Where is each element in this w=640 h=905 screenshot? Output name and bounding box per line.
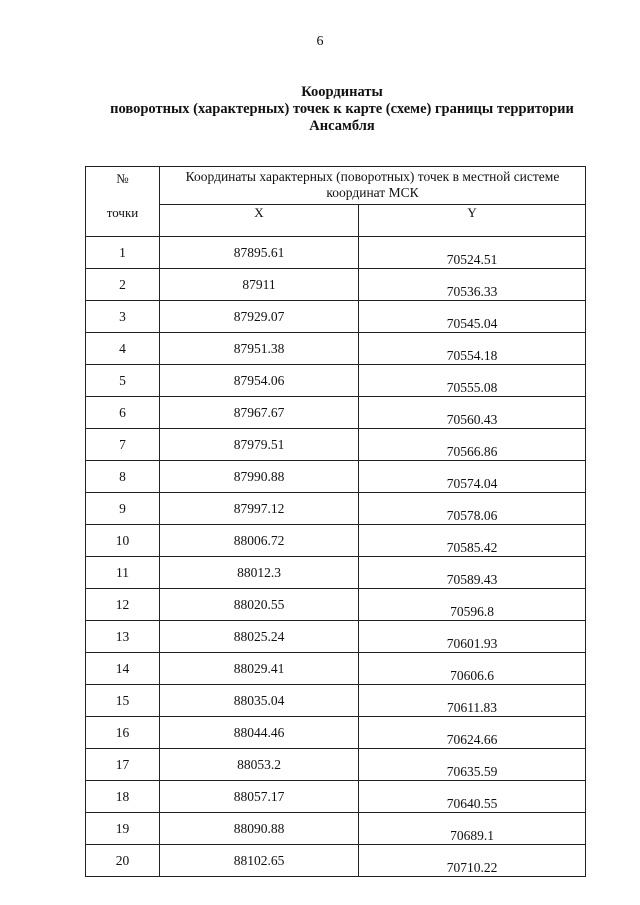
table-row	[86, 237, 586, 269]
point-number-cell: 4	[86, 333, 160, 365]
x-coordinate-cell: 88006.72	[160, 525, 359, 557]
table-row	[86, 493, 586, 525]
x-coordinate-cell: 88102.65	[160, 845, 359, 877]
point-number-cell: 3	[86, 301, 160, 333]
point-number-cell: 11	[86, 557, 160, 589]
y-coordinate-cell: 70710.22	[359, 845, 586, 877]
table-row	[86, 557, 586, 589]
point-number-cell: 7	[86, 429, 160, 461]
table-row	[86, 845, 586, 877]
point-number-cell: 14	[86, 653, 160, 685]
x-coordinate-cell: 87951.38	[160, 333, 359, 365]
x-coordinate-cell: 88029.41	[160, 653, 359, 685]
y-coordinate-cell: 70555.08	[359, 365, 586, 397]
x-column-header: X	[160, 204, 359, 236]
x-coordinate-cell: 88020.55	[160, 589, 359, 621]
coordinates-header: Координаты характерных (поворотных) точек в местной системе координат МСК	[160, 167, 586, 205]
point-number-cell: 12	[86, 589, 160, 621]
coordinates-table	[85, 166, 586, 877]
y-coordinate-cell: 70566.86	[359, 429, 586, 461]
x-coordinate-cell: 88057.17	[160, 781, 359, 813]
table-row	[86, 333, 586, 365]
point-number-cell: 1	[86, 237, 160, 269]
x-coordinate-cell: 87954.06	[160, 365, 359, 397]
x-coordinate-cell: 87967.67	[160, 397, 359, 429]
x-coordinate-cell: 87895.61	[160, 237, 359, 269]
y-coordinate-cell: 70601.93	[359, 621, 586, 653]
x-coordinate-cell: 88035.04	[160, 685, 359, 717]
x-coordinate-cell: 87929.07	[160, 301, 359, 333]
y-coordinate-cell: 70560.43	[359, 397, 586, 429]
title-line-3: Ансамбля	[309, 118, 375, 134]
point-number-cell: 15	[86, 685, 160, 717]
y-coordinate-cell: 70611.83	[359, 685, 586, 717]
y-coordinate-cell: 70585.42	[359, 525, 586, 557]
y-coordinate-cell: 70624.66	[359, 717, 586, 749]
table-row	[86, 717, 586, 749]
x-coordinate-cell: 87997.12	[160, 493, 359, 525]
table-row	[86, 685, 586, 717]
y-coordinate-cell: 70689.1	[359, 813, 586, 845]
title-line-1: Координаты	[301, 84, 383, 100]
point-label: точки	[106, 205, 139, 220]
point-number-cell: 13	[86, 621, 160, 653]
x-coordinate-cell: 88090.88	[160, 813, 359, 845]
point-number-cell: 9	[86, 493, 160, 525]
y-coordinate-cell: 70545.04	[359, 301, 586, 333]
point-number-cell: 2	[86, 269, 160, 301]
number-symbol: №	[116, 171, 129, 186]
x-coordinate-cell: 87979.51	[160, 429, 359, 461]
table-row	[86, 621, 586, 653]
y-coordinate-cell: 70554.18	[359, 333, 586, 365]
table-row	[86, 781, 586, 813]
x-coordinate-cell: 88025.24	[160, 621, 359, 653]
table-row	[86, 429, 586, 461]
point-number-cell: 16	[86, 717, 160, 749]
y-column-header: Y	[359, 204, 586, 236]
y-coordinate-cell: 70589.43	[359, 557, 586, 589]
table-row	[86, 653, 586, 685]
table-body	[86, 237, 586, 877]
y-coordinate-cell: 70635.59	[359, 749, 586, 781]
table-row	[86, 813, 586, 845]
table-row	[86, 461, 586, 493]
y-coordinate-cell: 70524.51	[359, 237, 586, 269]
table-row	[86, 269, 586, 301]
point-number-cell: 8	[86, 461, 160, 493]
document-title	[92, 84, 592, 135]
point-number-cell: 6	[86, 397, 160, 429]
x-coordinate-cell: 87911	[160, 269, 359, 301]
y-coordinate-cell: 70574.04	[359, 461, 586, 493]
table-row	[86, 749, 586, 781]
table-row	[86, 525, 586, 557]
y-coordinate-cell: 70640.55	[359, 781, 586, 813]
x-coordinate-cell: 88012.3	[160, 557, 359, 589]
x-coordinate-cell: 88053.2	[160, 749, 359, 781]
y-coordinate-cell: 70578.06	[359, 493, 586, 525]
point-number-cell: 17	[86, 749, 160, 781]
table-row	[86, 589, 586, 621]
y-coordinate-cell: 70606.6	[359, 653, 586, 685]
point-number-cell: 18	[86, 781, 160, 813]
x-coordinate-cell: 87990.88	[160, 461, 359, 493]
y-coordinate-cell: 70536.33	[359, 269, 586, 301]
y-coordinate-cell: 70596.8	[359, 589, 586, 621]
page-number: 6	[316, 34, 324, 49]
point-number-header	[86, 167, 160, 237]
x-coordinate-cell: 88044.46	[160, 717, 359, 749]
point-number-cell: 19	[86, 813, 160, 845]
title-line-2: поворотных (характерных) точек к карте (схеме) границы территории	[110, 101, 574, 117]
table-row	[86, 397, 586, 429]
point-number-cell: 10	[86, 525, 160, 557]
table-row	[86, 301, 586, 333]
point-number-cell: 20	[86, 845, 160, 877]
table-row	[86, 365, 586, 397]
point-number-cell: 5	[86, 365, 160, 397]
